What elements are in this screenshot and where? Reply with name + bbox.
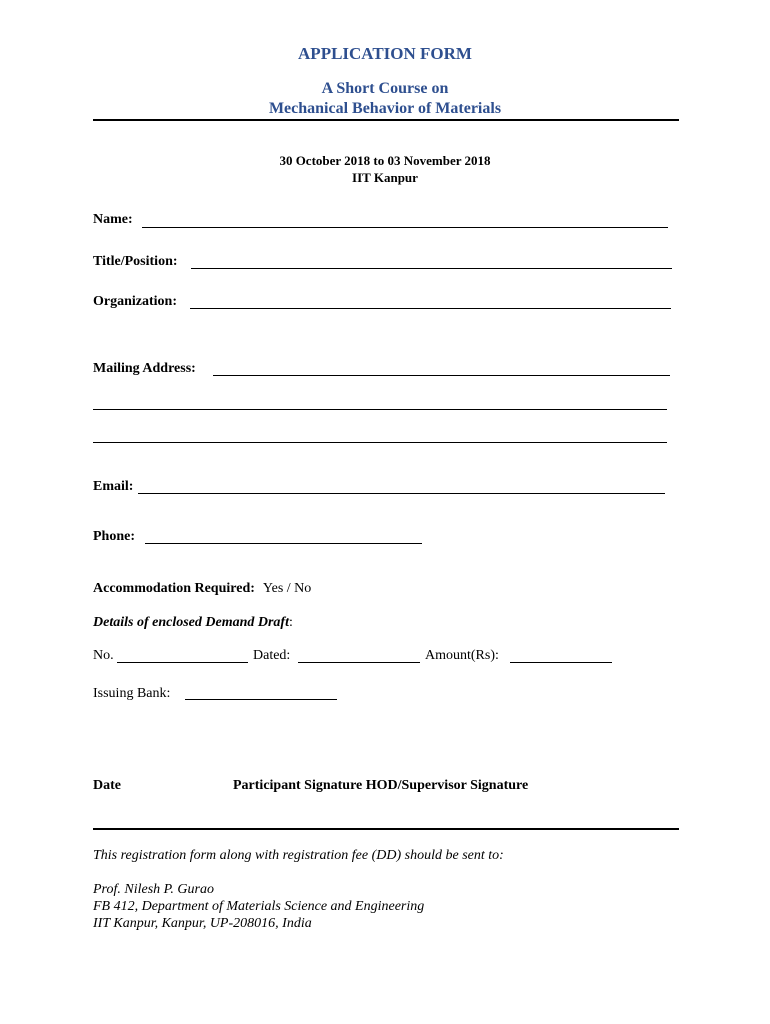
email-label: Email: bbox=[93, 479, 134, 494]
address-line-2: FB 412, Department of Materials Science and Engineering bbox=[93, 899, 425, 914]
dd-number-label: No. bbox=[93, 648, 114, 663]
address-line-1: Prof. Nilesh P. Gurao bbox=[93, 882, 214, 897]
name-field-line[interactable] bbox=[142, 227, 668, 228]
issuing-bank-label: Issuing Bank: bbox=[93, 686, 171, 701]
footer-rule bbox=[93, 828, 679, 830]
issuing-bank-field-line[interactable] bbox=[185, 699, 337, 700]
demand-draft-colon: : bbox=[288, 615, 293, 630]
mailing-address-label: Mailing Address: bbox=[93, 361, 196, 376]
demand-draft-heading-row bbox=[93, 613, 293, 631]
phone-label: Phone: bbox=[93, 529, 135, 544]
accommodation-row bbox=[93, 579, 311, 597]
course-venue: IIT Kanpur bbox=[352, 170, 418, 185]
footer-note: This registration form along with registration fee (DD) should be sent to: bbox=[93, 848, 504, 863]
dd-dated-field-line[interactable] bbox=[298, 662, 420, 663]
header-rule bbox=[93, 119, 679, 121]
title-position-label: Title/Position: bbox=[93, 254, 178, 269]
organization-label: Organization: bbox=[93, 294, 177, 309]
address-line-3: IIT Kanpur, Kanpur, UP-208016, India bbox=[93, 916, 312, 931]
signature-participant-hod-label: Participant Signature HOD/Supervisor Signature bbox=[233, 778, 529, 793]
email-field-line[interactable] bbox=[138, 493, 665, 494]
title-position-field-line[interactable] bbox=[191, 268, 672, 269]
demand-draft-heading: Details of enclosed Demand Draft bbox=[93, 615, 289, 630]
accommodation-options[interactable]: Yes / No bbox=[262, 581, 312, 596]
course-line-2: Mechanical Behavior of Materials bbox=[268, 100, 502, 117]
course-line-1: A Short Course on bbox=[321, 80, 449, 97]
mailing-address-field-line-1[interactable] bbox=[213, 375, 670, 376]
dd-dated-label: Dated: bbox=[253, 648, 291, 663]
signature-date-label: Date bbox=[93, 778, 121, 793]
mailing-address-field-line-2[interactable] bbox=[93, 409, 667, 410]
dd-number-field-line[interactable] bbox=[117, 662, 248, 663]
dd-amount-label: Amount(Rs): bbox=[425, 648, 499, 663]
organization-field-line[interactable] bbox=[190, 308, 671, 309]
dd-amount-field-line[interactable] bbox=[510, 662, 612, 663]
phone-field-line[interactable] bbox=[145, 543, 422, 544]
name-label: Name: bbox=[93, 212, 133, 227]
form-title: APPLICATION FORM bbox=[298, 44, 472, 63]
accommodation-label: Accommodation Required: bbox=[93, 581, 255, 596]
mailing-address-field-line-3[interactable] bbox=[93, 442, 667, 443]
course-dates: 30 October 2018 to 03 November 2018 bbox=[279, 153, 491, 168]
